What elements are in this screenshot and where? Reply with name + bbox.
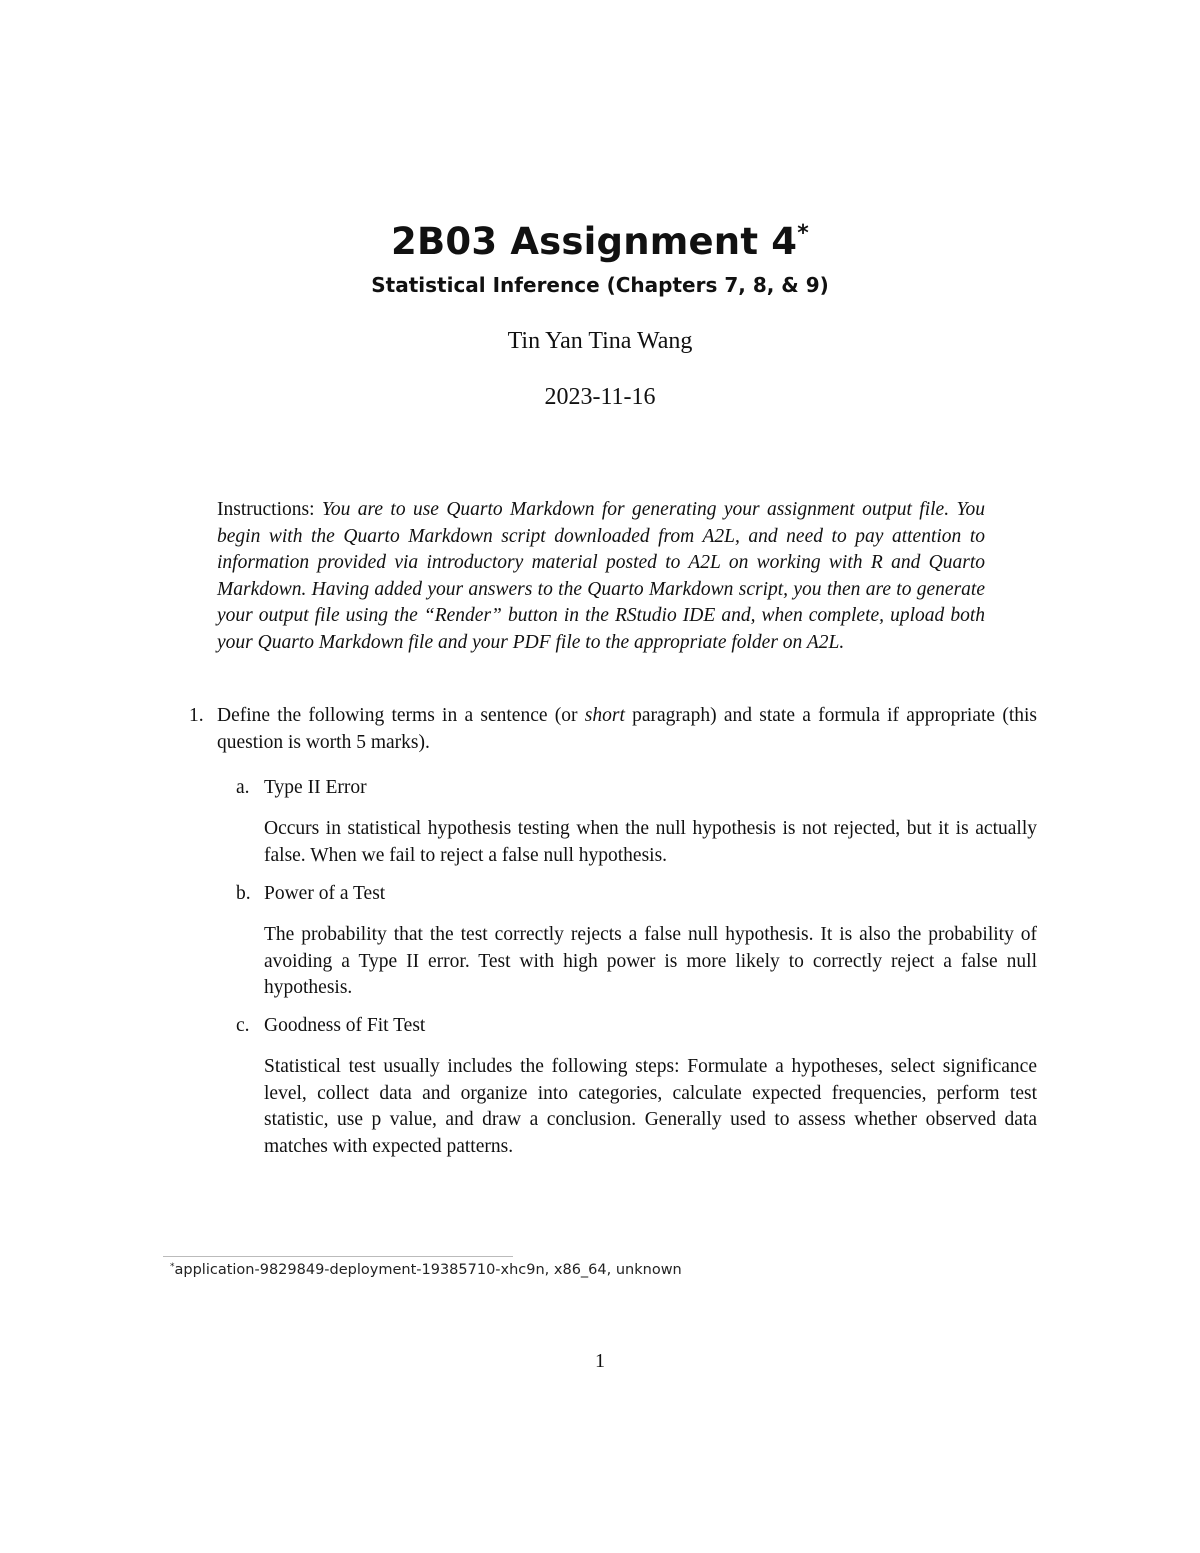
question-text-part: paragraph) and state a formula if appropriate (this question is worth 5 marks). <box>217 705 1037 753</box>
item-letter: c. <box>236 1015 250 1036</box>
list-item-power-of-test <box>236 881 1037 908</box>
document-subtitle: Statistical Inference (Chapters 7, 8, & 9) <box>371 273 829 297</box>
item-term: Type II Error <box>264 777 367 798</box>
question-text-emphasis: short <box>584 705 625 726</box>
instructions-text: You are to use Quarto Markdown for generating your assignment output file. You begin with the Quarto Markdown script downloaded from A2L, and need to pay attention to information provided via introductory material posted to A2L on working with R and Quarto Markdown. Having added your answers to the Quarto Markdown script, you then are to generate your output file using the “Render” button in the RStudio IDE and, when complete, upload both your Quarto Markdown file and your PDF file to the appropriate folder on A2L. <box>217 499 986 653</box>
list-item-type-ii-error <box>236 775 1037 802</box>
answer-power-of-test: The probability that the test correctly rejects a false null hypothesis. It is also the probability of avoiding a Type II error. Test with high power is more likely to correctly reject a false null hypothesis. <box>264 924 1037 998</box>
answer-type-ii-error: Occurs in statistical hypothesis testing when the null hypothesis is not rejected, but it is actually false. When we fail to reject a false null hypothesis. <box>264 818 1037 866</box>
question-number: 1. <box>189 705 204 726</box>
answer-goodness-of-fit: Statistical test usually includes the following steps: Formulate a hypotheses, select significance level, collect data and organize into categories, calculate expected frequencies, perform test statistic, use p value, and draw a conclusion. Generally used to assess whether observed data matches with expected patterns. <box>264 1056 1037 1157</box>
footnote-text: application-9829849-deployment-19385710-xhc9n, x86_64, unknown <box>174 1262 682 1278</box>
document-title <box>0 212 1200 272</box>
footnote-mark: * <box>170 1262 175 1272</box>
page-number: 1 <box>595 1350 605 1372</box>
footnote <box>170 1262 682 1278</box>
footnote-divider <box>163 1256 513 1257</box>
title-text: 2B03 Assignment 4 <box>391 220 798 263</box>
instructions-paragraph <box>217 497 985 656</box>
item-term: Goodness of Fit Test <box>264 1015 426 1036</box>
title-footnote-mark: * <box>797 221 809 246</box>
author-name: Tin Yan Tina Wang <box>507 328 693 354</box>
list-item-goodness-of-fit <box>236 1013 1037 1040</box>
item-term: Power of a Test <box>264 883 386 904</box>
question-text <box>217 703 1037 756</box>
instructions-label: Instructions: <box>217 499 315 520</box>
question-1 <box>189 703 1037 756</box>
item-letter: b. <box>236 883 251 904</box>
question-text-part: Define the following terms in a sentence (or <box>217 705 585 726</box>
document-date: 2023-11-16 <box>544 384 656 410</box>
item-letter: a. <box>236 777 250 798</box>
